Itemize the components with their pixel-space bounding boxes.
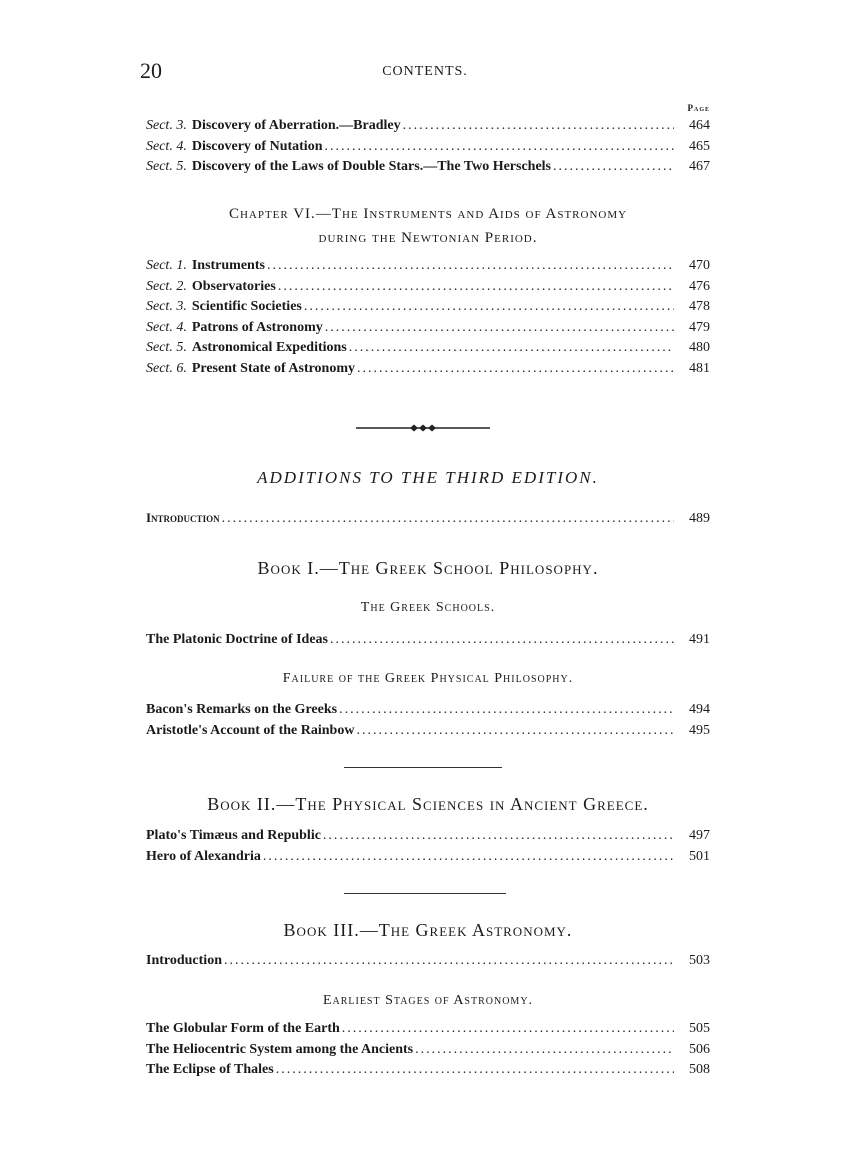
- section-number: Sect. 5.: [146, 340, 187, 355]
- toc-group-chapter-vi: [146, 258, 710, 381]
- dot-leader: [323, 828, 674, 844]
- book-iii-heading: Book III.—The Greek Astronomy.: [283, 920, 573, 940]
- entry-page: 465: [689, 138, 710, 154]
- section-number: Sect. 3.: [146, 118, 187, 133]
- dot-leader: [263, 849, 674, 865]
- book-i-section-failure: Failure of the Greek Physical Philosophy.: [282, 671, 574, 686]
- dot-leader: [403, 118, 674, 134]
- toc-entry: [146, 159, 710, 180]
- entry-title: Discovery of the Laws of Double Stars.—The Two Herschels: [191, 159, 552, 174]
- entry-page: 495: [689, 722, 710, 738]
- dot-leader: [267, 258, 674, 274]
- entry-page: 494: [689, 702, 710, 717]
- toc-entry: [146, 258, 710, 279]
- entry-page: 505: [689, 1021, 710, 1036]
- toc-group-book-i-2: [146, 702, 710, 743]
- toc-entry: [146, 279, 710, 300]
- entry-page: 470: [689, 258, 710, 273]
- entry-title: Astronomical Expeditions: [191, 340, 347, 355]
- dot-leader: [349, 340, 674, 356]
- toc-entry: [146, 118, 710, 139]
- toc-entry: [146, 723, 710, 744]
- toc-entry: [146, 139, 710, 160]
- entry-title: Patrons of Astronomy: [191, 319, 323, 335]
- running-title: CONTENTS.: [382, 64, 468, 79]
- entry-page: 480: [689, 340, 710, 355]
- entry-title: Instruments: [191, 258, 265, 273]
- entry-title: Present State of Astronomy: [191, 360, 356, 376]
- entry-page: 476: [689, 278, 710, 294]
- toc-entry: [146, 1042, 710, 1063]
- entry-title: Plato's Timæus and Republic: [146, 828, 321, 843]
- page-column-label: Page: [687, 103, 710, 113]
- page-header: [140, 58, 710, 88]
- entry-page: 491: [689, 632, 710, 647]
- book-ii-heading: Book II.—The Physical Sciences in Ancient Greece.: [207, 794, 649, 814]
- dot-leader: [222, 511, 674, 527]
- section-number: Sect. 2.: [146, 278, 187, 294]
- entry-page: 467: [689, 159, 710, 174]
- book-iii-section-earliest: Earliest Stages of Astronomy.: [322, 993, 534, 1008]
- entry-title: Aristotle's Account of the Rainbow: [146, 722, 355, 738]
- entry-page: 497: [689, 828, 710, 843]
- toc-entry: [146, 320, 710, 341]
- dot-leader: [356, 723, 674, 739]
- entry-page: 501: [689, 848, 710, 864]
- toc-group-introduction: [146, 510, 710, 531]
- chapter-heading-line2: during the Newtonian Period.: [318, 230, 538, 246]
- entry-page: 481: [689, 360, 710, 376]
- entry-page: 489: [689, 511, 710, 526]
- entry-title: The Heliocentric System among the Ancients: [146, 1041, 414, 1057]
- toc-entry: [146, 340, 710, 361]
- toc-entry: [146, 361, 710, 382]
- dot-leader: [553, 159, 674, 175]
- dot-leader: [415, 1042, 674, 1058]
- dot-leader: [304, 299, 674, 315]
- toc-entry: [146, 849, 710, 870]
- divider-rule: [344, 767, 502, 768]
- dot-leader: [339, 702, 674, 718]
- entry-title: Observatories: [191, 278, 276, 294]
- toc-entry: [146, 828, 710, 849]
- ornament-divider: [356, 423, 490, 433]
- entry-page: 478: [689, 299, 710, 314]
- entry-title: Discovery of Aberration.—Bradley: [191, 118, 401, 133]
- section-number: Sect. 3.: [146, 299, 187, 314]
- section-number: Sect. 6.: [146, 360, 187, 376]
- dot-leader: [357, 361, 674, 377]
- dot-leader: [325, 320, 674, 336]
- dot-leader: [324, 139, 674, 155]
- entry-page: 506: [689, 1041, 710, 1057]
- entry-title: Bacon's Remarks on the Greeks: [146, 702, 338, 717]
- entry-title: Introduction: [146, 953, 222, 968]
- toc-entry: [146, 1062, 710, 1083]
- entry-title: The Globular Form of the Earth: [146, 1021, 340, 1036]
- dot-leader: [224, 953, 674, 969]
- dot-leader: [276, 1062, 674, 1078]
- dot-leader: [278, 279, 674, 295]
- page-number: 20: [140, 58, 162, 83]
- entry-title: The Eclipse of Thales: [146, 1062, 274, 1077]
- book-i-heading: Book I.—The Greek School Philosophy.: [257, 558, 599, 578]
- toc-group-book-i-1: [146, 632, 710, 653]
- section-number: Sect. 4.: [146, 138, 187, 154]
- book-i-section-greek-schools: The Greek Schools.: [360, 600, 496, 615]
- section-number: Sect. 1.: [146, 258, 187, 273]
- section-number: Sect. 4.: [146, 319, 187, 335]
- chapter-vi-heading: [146, 202, 710, 250]
- additions-heading: ADDITIONS TO THE THIRD EDITION.: [257, 468, 599, 487]
- toc-group-book-ii: [146, 828, 710, 869]
- toc-entry: [146, 632, 710, 653]
- toc-entry: [146, 953, 710, 974]
- toc-entry: [146, 1021, 710, 1042]
- section-number: Sect. 5.: [146, 159, 187, 174]
- toc-entry: [146, 510, 710, 531]
- divider-rule: [344, 893, 506, 894]
- entry-page: 464: [689, 118, 710, 133]
- entry-title: Hero of Alexandria: [146, 848, 261, 864]
- dot-leader: [342, 1021, 674, 1037]
- dot-leader: [330, 632, 674, 648]
- toc-group-aberration: [146, 118, 710, 180]
- entry-title: Introduction: [146, 510, 220, 525]
- toc-entry: [146, 702, 710, 723]
- entry-title: The Platonic Doctrine of Ideas: [146, 632, 328, 647]
- entry-title: Scientific Societies: [191, 299, 302, 314]
- entry-page: 508: [689, 1062, 710, 1077]
- entry-page: 503: [689, 953, 710, 968]
- entry-title: Discovery of Nutation: [191, 138, 323, 154]
- toc-entry: [146, 299, 710, 320]
- toc-group-book-iii-1: [146, 953, 710, 974]
- chapter-heading-line1: Chapter VI.—The Instruments and Aids of Astronomy: [228, 206, 628, 222]
- entry-page: 479: [689, 319, 710, 335]
- toc-group-book-iii-2: [146, 1021, 710, 1083]
